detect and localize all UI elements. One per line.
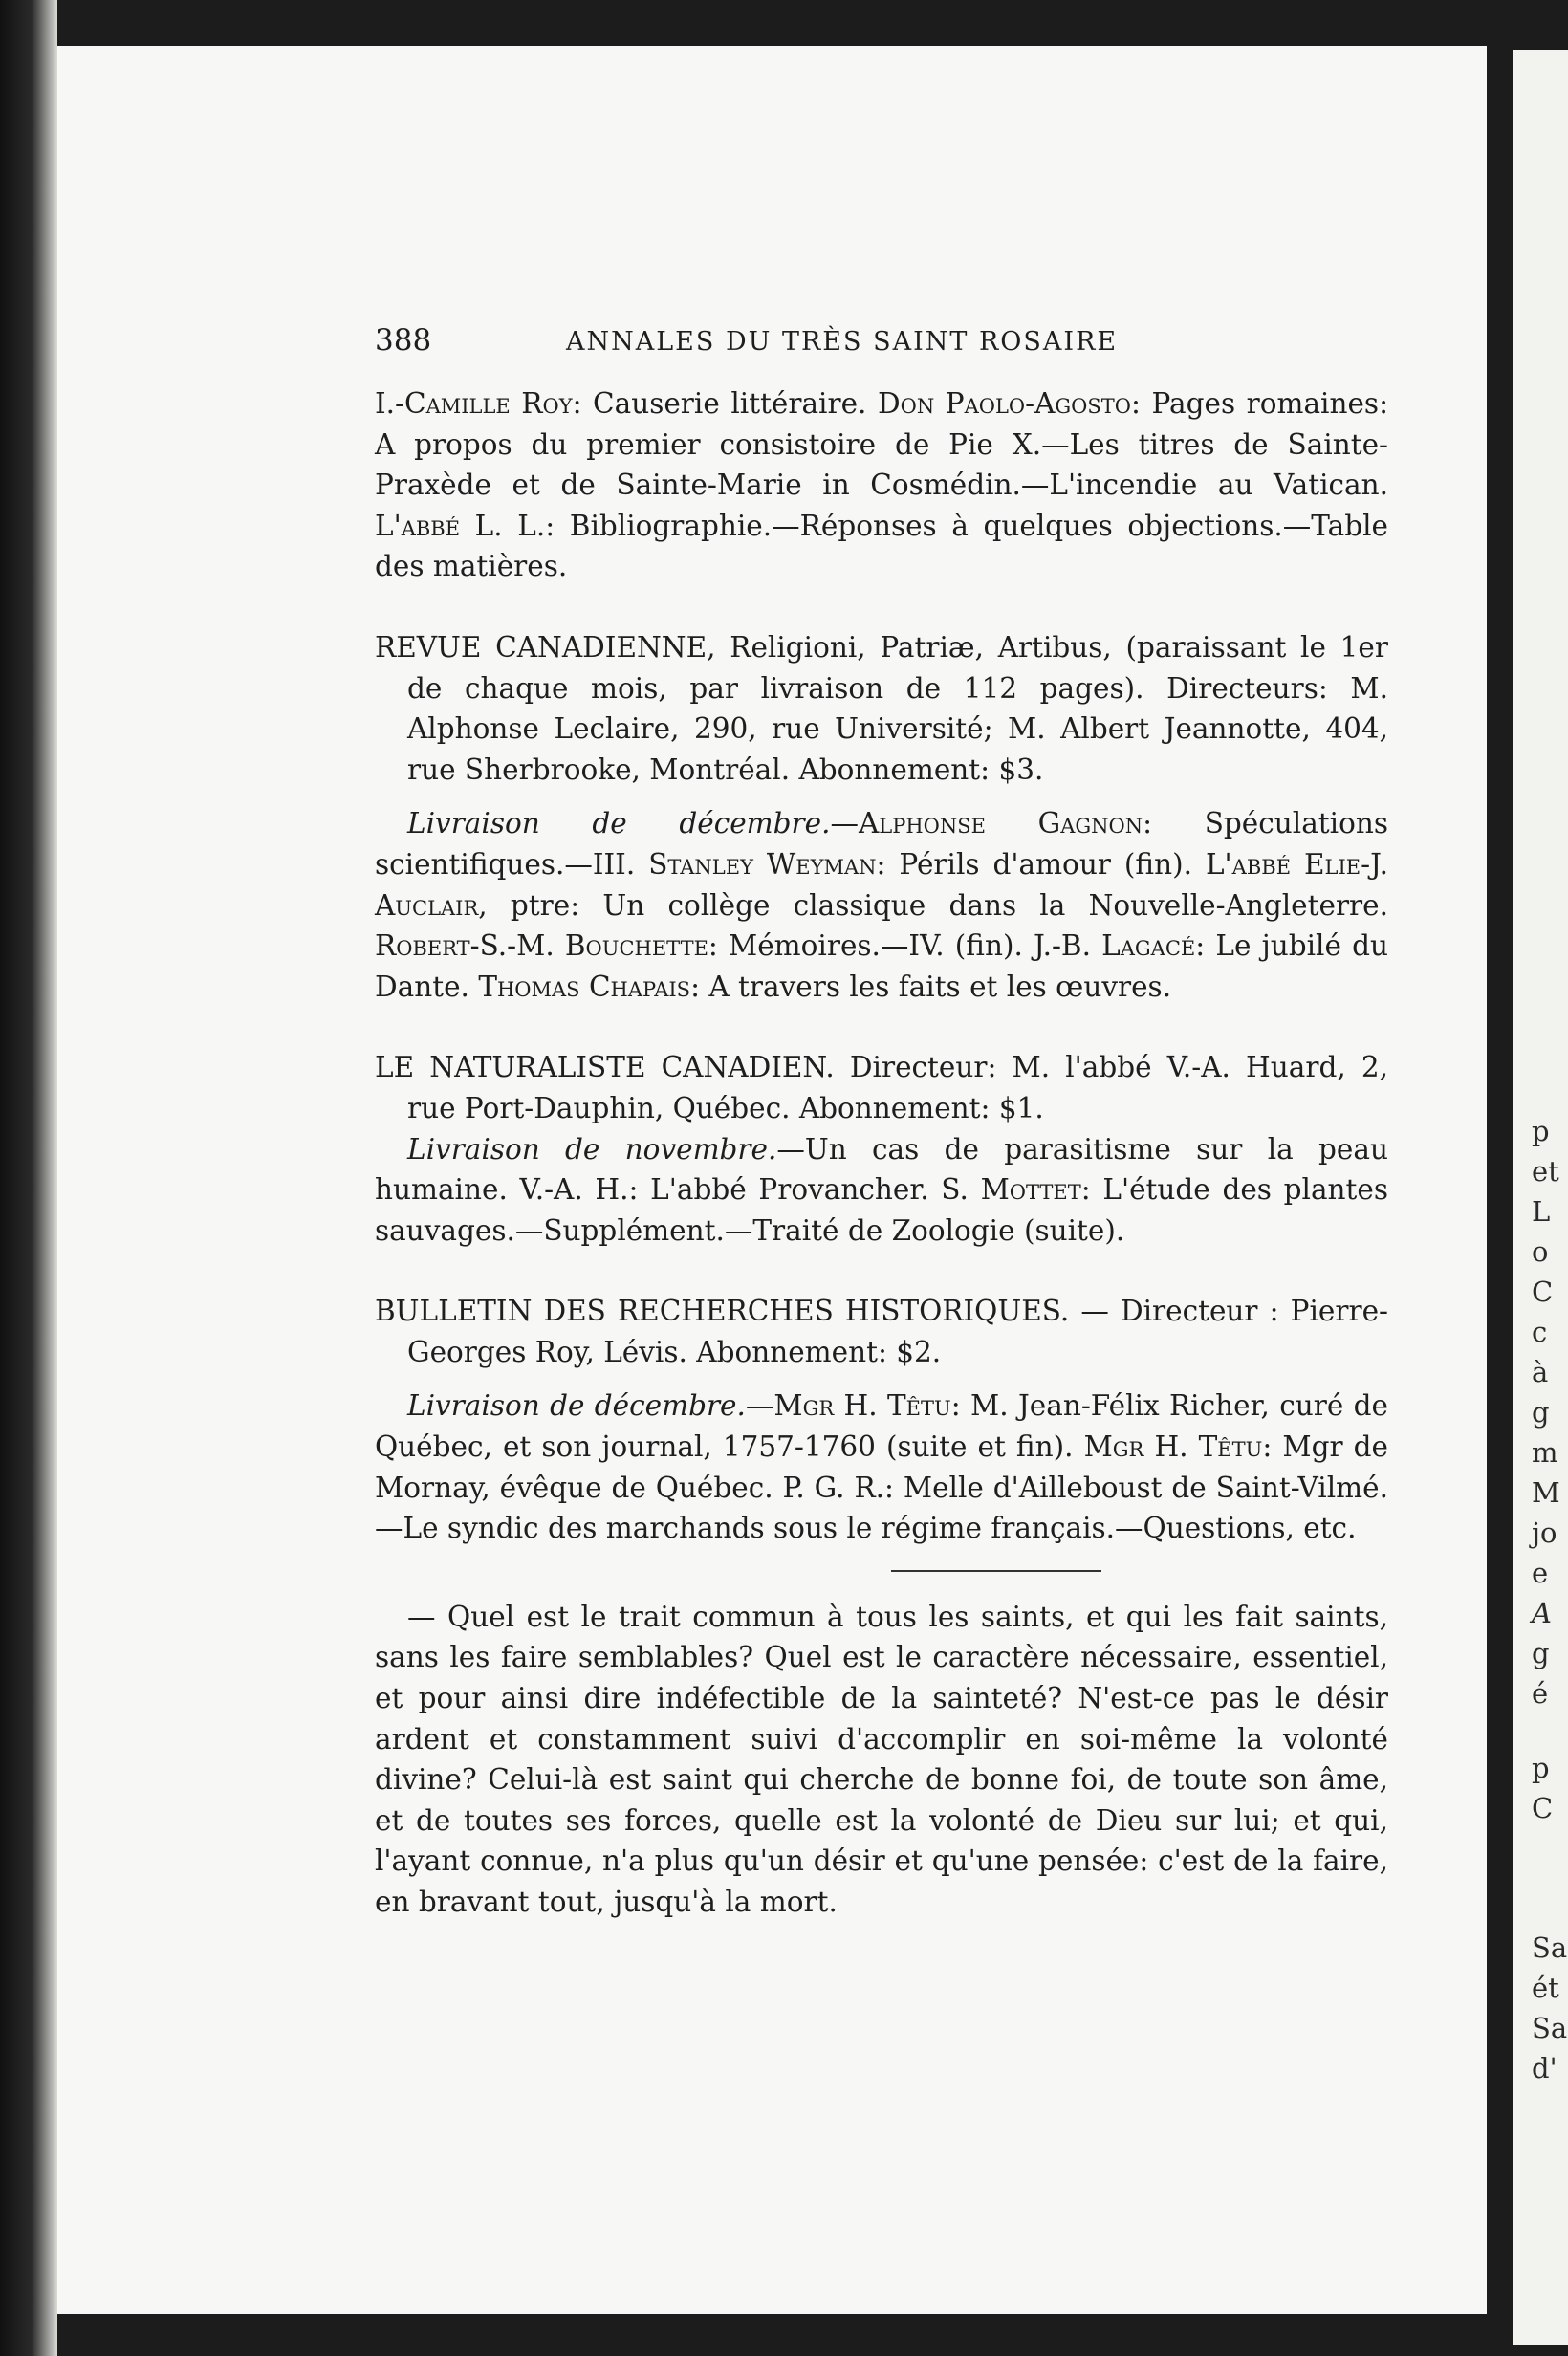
entry-text: : Le jubilé du Dante. bbox=[375, 929, 1388, 1003]
section-divider bbox=[891, 1570, 1101, 1572]
entry-text: : Bibliographie.—Réponses à quelques objections.—Table des matières. bbox=[375, 509, 1388, 583]
entry-text: : Mémoires.—IV. (fin). bbox=[708, 929, 1034, 963]
entry-text: : M. Jean-Félix Richer, curé de Québec, et son journal, 1757-1760 (suite et fin). bbox=[375, 1389, 1388, 1464]
running-title: ANNALES DU TRÈS SAINT ROSAIRE bbox=[566, 327, 1119, 357]
adjacent-fragment: jo bbox=[1532, 1516, 1557, 1549]
adjacent-fragment: p bbox=[1532, 1752, 1550, 1784]
author-name: I.-Camille Roy bbox=[375, 387, 573, 420]
entry-text: : L'étude des plantes sauvages.—Supplément.—Traité de Zoologie (suite). bbox=[375, 1173, 1389, 1247]
issue-label: Livraison de décembre. bbox=[407, 1389, 746, 1423]
adjacent-fragment: c bbox=[1532, 1316, 1548, 1348]
author-name: Robert-S.-M. Bouchette bbox=[375, 929, 708, 963]
author-name: Don Paolo-Agosto bbox=[877, 387, 1132, 420]
entry-naturaliste-canadien bbox=[375, 1047, 1388, 1128]
entry-text: : Spéculations scientifiques.—III. bbox=[375, 807, 1388, 881]
periodical-description: . — Directeur : Pierre-Georges Roy, Lévis. Abonnement: $2. bbox=[407, 1295, 1389, 1368]
issue-label: Livraison de décembre. bbox=[407, 807, 831, 840]
adjacent-fragment: g bbox=[1532, 1637, 1550, 1669]
adjacent-fragment: e bbox=[1532, 1557, 1549, 1589]
issue-label: Livraison de novembre. bbox=[407, 1132, 777, 1166]
closing-paragraph: — Quel est le trait commun à tous les saints, et qui les fait saints, sans les faire semblables? Quel est le caractère nécessaire, essentiel, et pour ainsi dire indéfectible de la sainteté? N'est-ce pas le désir ardent et constamment suivi d'accomplir en soi-même la volonté divine? Celui-là est saint qui cherche de bonne foi, de toute son âme, et de toutes ses forces, quelle est la volonté de Dieu sur lui; et qui, l'ayant connue, n'a plus qu'un désir et qu'une pensée: c'est de la faire, en bravant tout, jusqu'à la mort. bbox=[375, 1600, 1388, 1918]
entry-text: : Pages romaines: A propos du premier consistoire de Pie X.—Les titres de Sainte-Praxède et de Sainte-Marie in Cosmédin.—L'incendie au Vatican. bbox=[375, 387, 1389, 502]
entry-previous-review bbox=[375, 383, 1388, 587]
author-name: J.-B. Lagacé bbox=[1034, 929, 1196, 963]
adjacent-fragment: o bbox=[1532, 1235, 1549, 1268]
adjacent-fragment: p bbox=[1532, 1115, 1550, 1147]
adjacent-page-edge bbox=[1513, 50, 1568, 2345]
page-content bbox=[375, 320, 1388, 1923]
author-name: —Mgr H. Têtu bbox=[745, 1389, 951, 1423]
author-name: Mgr H. Têtu bbox=[1083, 1430, 1263, 1464]
author-name: L'abbé Elie-J. Auclair bbox=[375, 847, 1388, 922]
adjacent-fragment: Sa bbox=[1532, 2012, 1568, 2044]
entry-text: —Un cas de parasitisme sur la peau humaine. V.-A. H.: L'abbé Provancher. S. bbox=[375, 1132, 1388, 1207]
periodical-title: BULLETIN DES RECHERCHES HISTORIQUES bbox=[375, 1295, 1060, 1328]
adjacent-fragment: m bbox=[1532, 1436, 1558, 1469]
entry-text: : Périls d'amour (fin). bbox=[876, 847, 1206, 881]
author-name: Mottet bbox=[980, 1173, 1081, 1207]
issue-contents bbox=[375, 1129, 1388, 1252]
entry-text: : Causerie littéraire. bbox=[572, 387, 878, 420]
author-name: L'abbé L. L. bbox=[375, 509, 546, 542]
adjacent-fragment: A bbox=[1532, 1597, 1552, 1629]
author-name: Stanley Weyman bbox=[648, 847, 877, 881]
left-page-edge bbox=[0, 0, 57, 2356]
entry-text: : Mgr de Mornay, évêque de Québec. P. G. R.: Melle d'Ailleboust de Saint-Vilmé.—Le syndic des marchands sous le régime français.—Questions, etc. bbox=[375, 1430, 1388, 1545]
adjacent-fragment: C bbox=[1532, 1276, 1554, 1308]
adjacent-fragment: et bbox=[1532, 1155, 1559, 1188]
adjacent-fragment: d' bbox=[1532, 2052, 1557, 2084]
periodical-title: LE NATURALISTE CANADIEN bbox=[375, 1051, 826, 1084]
entry-revue-canadienne bbox=[375, 627, 1388, 790]
adjacent-fragment: g bbox=[1532, 1396, 1550, 1429]
adjacent-fragment: à bbox=[1532, 1356, 1549, 1388]
adjacent-fragment: ét bbox=[1532, 1972, 1559, 2004]
adjacent-fragment: C bbox=[1532, 1792, 1554, 1824]
issue-contents bbox=[375, 1385, 1388, 1548]
adjacent-fragment: L bbox=[1532, 1195, 1551, 1228]
periodical-title: REVUE CANADIENNE bbox=[375, 630, 708, 664]
periodical-description: , Religioni, Patriæ, Artibus, (paraissant le 1er de chaque mois, par livraison de 112 pages). Directeurs: M. Alphonse Leclaire, 290, rue Université; M. Albert Jeannotte, 404, rue Sherbrooke, Montréal. Abonnement: $3. bbox=[407, 630, 1388, 786]
entry-text: : A travers les faits et les œuvres. bbox=[690, 970, 1172, 1003]
adjacent-fragment: M bbox=[1532, 1476, 1560, 1509]
author-name: —Alphonse Gagnon bbox=[830, 807, 1143, 840]
periodical-description: . Directeur: M. l'abbé V.-A. Huard, 2, rue Port-Dauphin, Québec. Abonnement: $1. bbox=[407, 1051, 1388, 1124]
page-number: 388 bbox=[375, 323, 432, 358]
issue-contents bbox=[375, 803, 1388, 1007]
running-head bbox=[375, 320, 1388, 364]
entry-bulletin-recherches bbox=[375, 1291, 1388, 1372]
adjacent-fragment: Sa bbox=[1532, 1931, 1568, 1964]
author-name: Thomas Chapais bbox=[478, 970, 691, 1003]
adjacent-fragment: é bbox=[1532, 1677, 1549, 1710]
entry-text: , ptre: Un collège classique dans la Nouvelle-Angleterre. bbox=[478, 888, 1388, 922]
